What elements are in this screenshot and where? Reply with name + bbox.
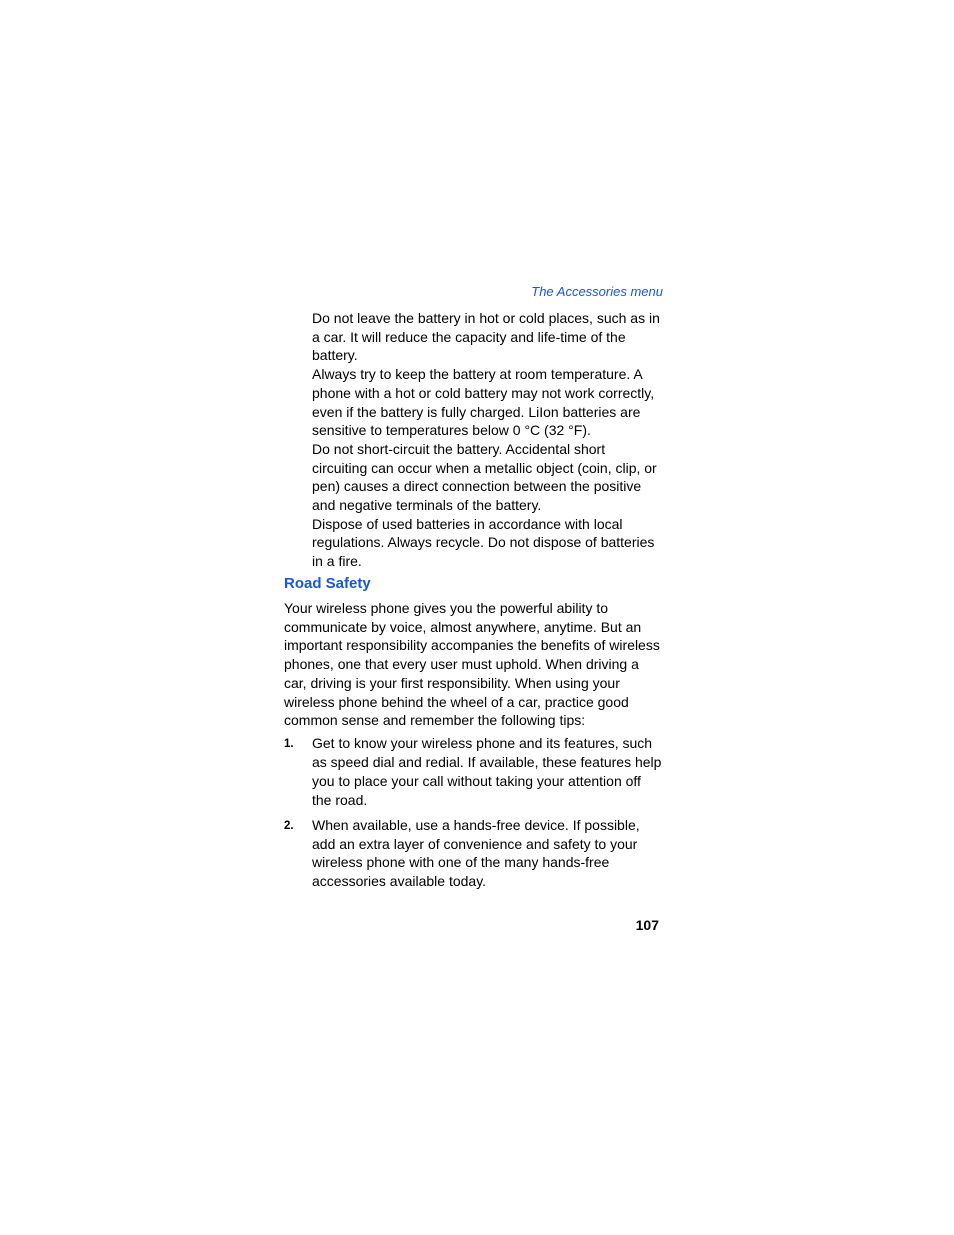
running-header: The Accessories menu (531, 284, 663, 299)
battery-tip: Do not short-circuit the battery. Accidental short circuiting can occur when a metallic object (coin, clip, or pen) causes a direct connection between the positive and negative terminals of the battery. (312, 440, 657, 514)
road-safety-intro: Your wireless phone gives you the powerful ability to communicate by voice, almost anywhere, anytime. But an important responsibility accompanies the benefits of wireless phones, one that every user must uphold. When driving a car, driving is your first responsibility. When using your wireless phone behind the wheel of a car, practice good common sense and remember the following tips: (284, 600, 660, 729)
step-number: 1. (284, 738, 294, 750)
road-safety-steps (284, 734, 664, 897)
step-item (284, 816, 664, 892)
step-item (284, 734, 664, 810)
battery-tip: Do not leave the battery in hot or cold places, such as in a car. It will reduce the capacity and life-time of the battery. (312, 310, 660, 364)
step-text: When available, use a hands-free device. If possible, add an extra layer of convenience and safety to your wireless phone with one of the many hands-free accessories available today. (312, 816, 640, 890)
step-number: 2. (284, 819, 294, 832)
battery-tip: Dispose of used batteries in accordance with local regulations. Always recycle. Do not dispose of batteries in a fire. (312, 515, 655, 570)
battery-tip: Always try to keep the battery at room temperature. A phone with a hot or cold battery may not work correctly, even if the battery is fully charged. LiIon batteries are sensitive to temperatures below 0 °C (32 °F). (312, 366, 655, 439)
battery-tips-list (312, 309, 664, 571)
section-heading-road-safety: Road Safety (284, 575, 371, 592)
page-number: 107 (635, 917, 659, 933)
step-text: Get to know your wireless phone and its features, such as speed dial and redial. If available, these features help you to place your call without taking your attention off the road. (312, 735, 662, 808)
